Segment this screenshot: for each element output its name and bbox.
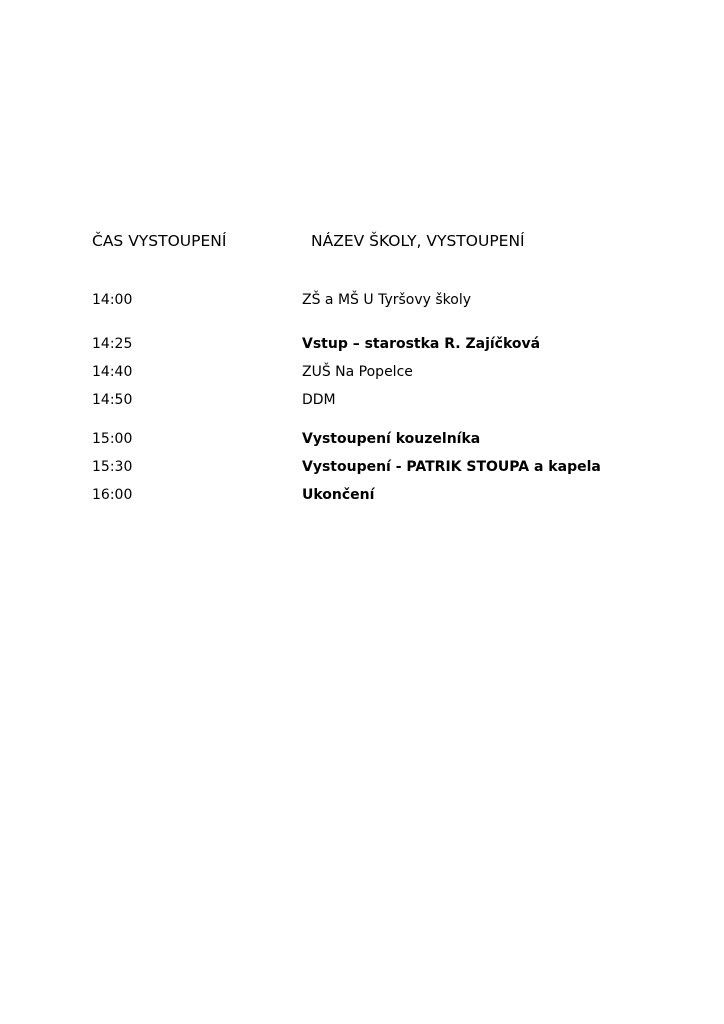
- schedule-row: [0, 487, 724, 507]
- schedule-row: [0, 392, 724, 412]
- schedule-row: [0, 336, 724, 356]
- row-name: DDM: [302, 392, 336, 408]
- schedule-row: [0, 459, 724, 479]
- row-name: Vstup – starostka R. Zajíčková: [302, 336, 541, 352]
- row-name: Vystoupení - PATRIK STOUPA a kapela: [302, 459, 601, 475]
- schedule-header: [0, 232, 724, 256]
- row-time: 14:00: [92, 292, 133, 308]
- name-column-heading: NÁZEV ŠKOLY, VYSTOUPENÍ: [311, 232, 525, 250]
- schedule-row: [0, 431, 724, 451]
- row-name: Ukončení: [302, 487, 375, 503]
- row-name: ZŠ a MŠ U Tyršovy školy: [302, 292, 472, 308]
- row-time: 15:30: [92, 459, 133, 475]
- schedule-row: [0, 364, 724, 384]
- row-time: 14:25: [92, 336, 133, 352]
- row-time: 14:50: [92, 392, 133, 408]
- row-time: 14:40: [92, 364, 133, 380]
- row-name: Vystoupení kouzelníka: [302, 431, 481, 447]
- row-time: 16:00: [92, 487, 133, 503]
- time-column-heading: ČAS VYSTOUPENÍ: [92, 232, 227, 250]
- row-name: ZUŠ Na Popelce: [302, 364, 413, 380]
- schedule-row: [0, 292, 724, 312]
- row-time: 15:00: [92, 431, 133, 447]
